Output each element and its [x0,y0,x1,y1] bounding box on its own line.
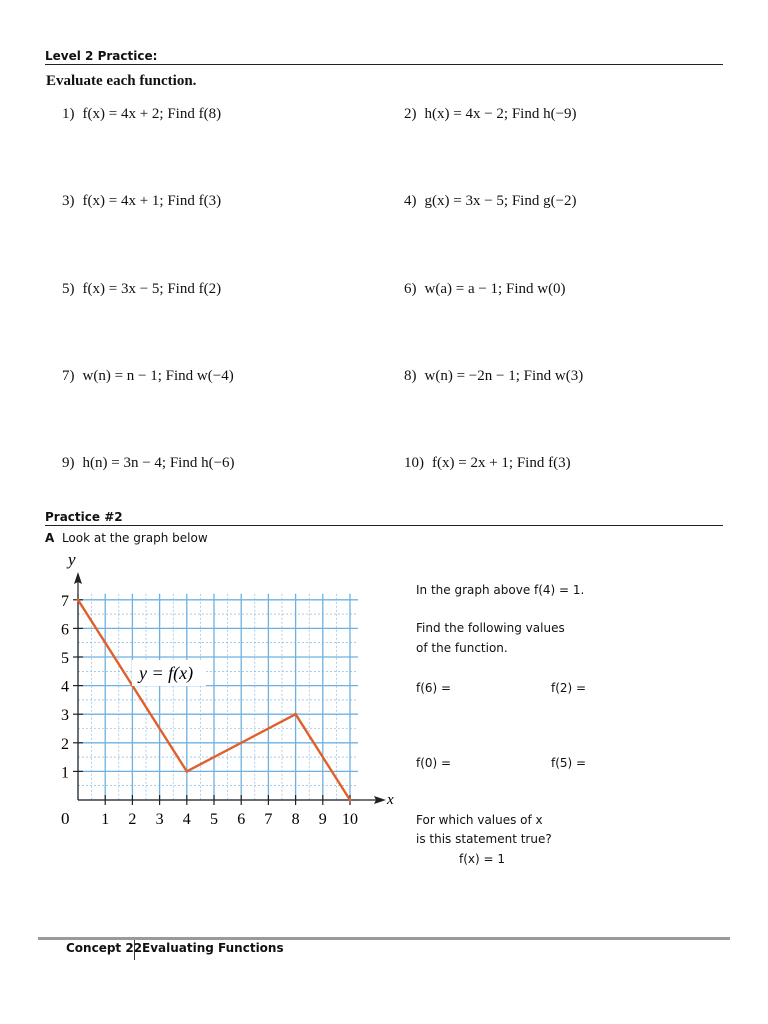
y-tick-label: 3 [61,707,69,725]
graph-intro: In the graph above f(4) = 1. [416,583,585,597]
data-point [77,598,80,601]
question-f6: f(6) = [416,681,452,695]
practice2-part [45,531,208,545]
x-tick-label: 5 [210,811,218,828]
x-tick-label: 3 [155,811,164,828]
problem-function: w(n) = −2n − 1; Find w(3) [424,368,584,384]
y-tick-label: 4 [61,678,69,696]
graph-grid [78,594,358,800]
footer-title: Evaluating Functions [142,941,284,955]
problem-number: 2) [404,106,417,122]
find-line-2: of the function. [416,641,508,655]
problem-number: 4) [404,193,417,209]
problem-7 [62,368,234,385]
x-tick-label: 10 [342,811,358,828]
question-f0: f(0) = [416,756,452,770]
problem-number: 5) [62,281,75,297]
problem-1 [62,106,221,123]
problem-number: 3) [62,193,75,209]
problem-6 [404,281,566,298]
problem-4 [404,193,577,210]
y-tick-label: 7 [61,592,69,610]
axes [74,572,386,804]
y-tick-label: 6 [61,621,69,639]
y-tick-label: 1 [61,764,69,782]
x-tick-label: 9 [318,811,327,828]
part-text: Look at the graph below [61,531,208,545]
problem-number: 9) [62,455,75,471]
level2-heading: Level 2 Practice: [45,49,723,65]
footer-separator [134,940,135,960]
data-point [349,799,352,802]
problem-number: 1) [62,106,75,122]
problem-10 [404,455,571,472]
problem-function: f(x) = 2x + 1; Find f(3) [432,455,571,471]
problem-function: w(n) = n − 1; Find w(−4) [82,368,234,384]
level2-instruction: Evaluate each function. [46,73,197,89]
question-f2: f(2) = [551,681,587,695]
problem-function: f(x) = 3x − 5; Find f(2) [82,281,222,297]
problem-5 [62,281,221,298]
footer-concept: Concept 22 [66,941,143,955]
x-tick-label: 6 [237,811,246,828]
problem-9 [62,455,235,472]
function-graph [40,548,400,838]
which-line-2: is this statement true? [416,832,552,846]
x-tick-label: 8 [291,811,300,828]
x-tick-label: 1 [101,811,110,828]
problem-number: 7) [62,368,75,384]
find-line-1: Find the following values [416,621,565,635]
problem-3 [62,193,221,210]
y-axis-label: y [68,550,76,569]
axis-ticks [73,600,350,805]
y-tick-label: 5 [61,650,69,667]
data-point [185,770,188,773]
practice2-heading: Practice #2 [45,510,723,526]
problem-function: f(x) = 4x + 2; Find f(8) [82,106,222,122]
problem-function: w(a) = a − 1; Find w(0) [424,281,566,297]
problem-function: h(n) = 3n − 4; Find h(−6) [82,455,235,471]
statement: f(x) = 1 [459,852,506,866]
data-point [294,713,297,716]
problem-function: g(x) = 3x − 5; Find g(−2) [424,193,577,209]
problem-number: 8) [404,368,417,384]
function-label: y = f(x) [139,663,194,683]
problem-number: 6) [404,281,417,297]
x-tick-label: 4 [182,811,191,828]
which-line-1: For which values of x [416,813,543,827]
problem-2 [404,106,577,123]
origin-label: 0 [61,809,70,828]
problem-number: 10) [404,455,424,471]
question-f5: f(5) = [551,756,587,770]
x-axis-label: x [387,792,394,808]
y-tick-label: 2 [61,735,69,753]
problem-8 [404,368,583,385]
x-tick-label: 2 [128,811,137,828]
problem-function: h(x) = 4x − 2; Find h(−9) [424,106,577,122]
problem-function: f(x) = 4x + 1; Find f(3) [82,193,222,209]
footer-rule [38,937,730,940]
part-letter: A [45,531,55,545]
x-tick-label: 7 [264,811,273,828]
